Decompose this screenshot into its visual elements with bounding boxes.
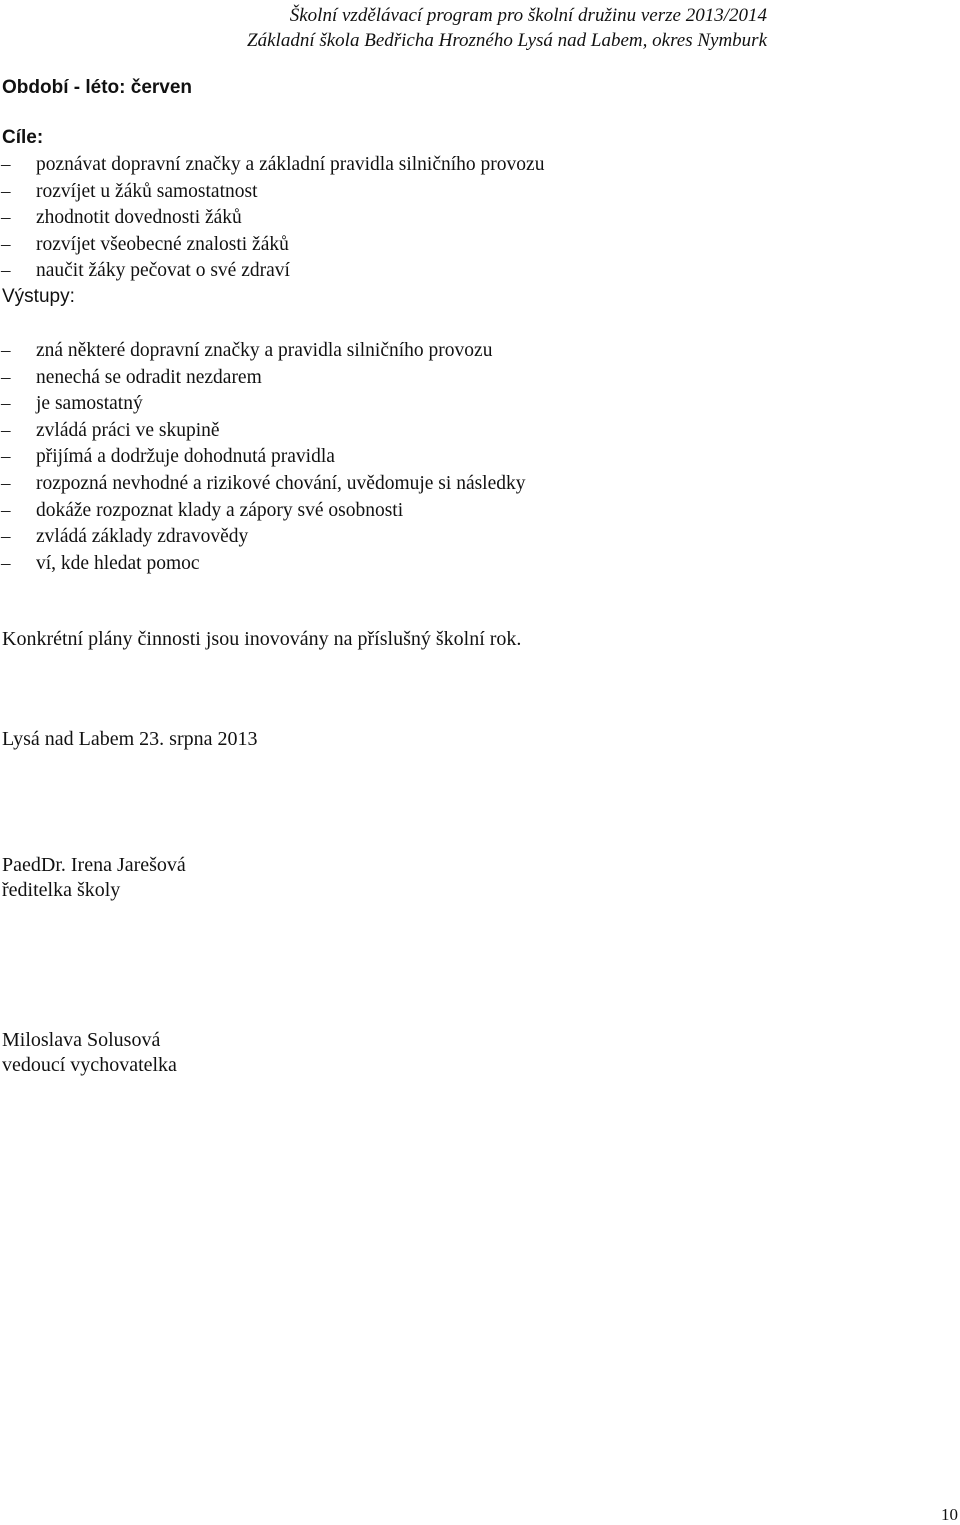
list-item	[0, 205, 544, 232]
document-header	[247, 3, 767, 53]
output-text: zvládá práci ve skupině	[36, 419, 220, 441]
output-text: zvládá základy zdravovědy	[36, 526, 249, 548]
dash-bullet-icon: –	[1, 499, 11, 521]
dash-bullet-icon: –	[1, 207, 11, 229]
header-school-name: Základní škola Bedřicha Hrozného Lysá nad Labem, okres Nymburk	[247, 30, 767, 51]
dash-bullet-icon: –	[1, 472, 11, 494]
output-text: je samostatný	[36, 393, 143, 415]
dash-bullet-icon: –	[1, 180, 11, 202]
header-program-title: Školní vzdělávací program pro školní družinu verze 2013/2014	[289, 5, 767, 26]
output-text: nenechá se odradit nezdarem	[36, 366, 262, 388]
dash-bullet-icon: –	[1, 552, 11, 574]
list-item	[0, 338, 526, 365]
dash-bullet-icon: –	[1, 260, 11, 282]
dash-bullet-icon: –	[1, 233, 11, 255]
signatory-role-head-educator: vedoucí vychovatelka	[2, 1054, 177, 1076]
output-text: rozpozná nevhodné a rizikové chování, uvědomuje si následky	[36, 472, 526, 494]
output-text: dokáže rozpoznat klady a zápory své osobnosti	[36, 499, 404, 521]
goals-heading: Cíle:	[2, 127, 44, 148]
dash-bullet-icon: –	[1, 154, 11, 175]
list-item	[0, 551, 526, 578]
dash-bullet-icon: –	[1, 340, 11, 361]
goals-list	[0, 152, 544, 285]
list-item	[0, 258, 544, 285]
outputs-heading: Výstupy:	[2, 286, 75, 307]
plans-note: Konkrétní plány činnosti jsou inovovány na příslušný školní rok.	[2, 628, 522, 650]
signatory-role-director: ředitelka školy	[2, 879, 121, 901]
signatory-name-head-educator: Miloslava Solusová	[2, 1029, 161, 1051]
place-date: Lysá nad Labem 23. srpna 2013	[2, 728, 258, 750]
dash-bullet-icon: –	[1, 526, 11, 548]
list-item	[0, 498, 526, 525]
period-heading: Období - léto: červen	[2, 77, 193, 98]
dash-bullet-icon: –	[1, 366, 11, 388]
dash-bullet-icon: –	[1, 393, 11, 415]
goal-text: poznávat dopravní značky a základní pravidla silničního provozu	[36, 154, 545, 175]
outputs-list	[0, 338, 526, 577]
list-item	[0, 152, 544, 179]
output-text: ví, kde hledat pomoc	[36, 552, 200, 574]
goal-text: zhodnotit dovednosti žáků	[36, 207, 242, 229]
list-item	[0, 232, 544, 259]
output-text: přijímá a dodržuje dohodnutá pravidla	[36, 446, 335, 468]
goal-text: rozvíjet všeobecné znalosti žáků	[36, 233, 289, 255]
dash-bullet-icon: –	[1, 419, 11, 441]
list-item	[0, 524, 526, 551]
list-item	[0, 471, 526, 498]
output-text: zná některé dopravní značky a pravidla silničního provozu	[36, 340, 493, 361]
dash-bullet-icon: –	[1, 446, 11, 468]
list-item	[0, 179, 544, 206]
goal-text: naučit žáky pečovat o své zdraví	[36, 260, 290, 282]
page-number: 10	[941, 1505, 958, 1524]
list-item	[0, 365, 526, 392]
list-item	[0, 418, 526, 445]
list-item	[0, 391, 526, 418]
list-item	[0, 444, 526, 471]
goal-text: rozvíjet u žáků samostatnost	[36, 180, 258, 202]
signatory-name-director: PaedDr. Irena Jarešová	[2, 854, 186, 876]
